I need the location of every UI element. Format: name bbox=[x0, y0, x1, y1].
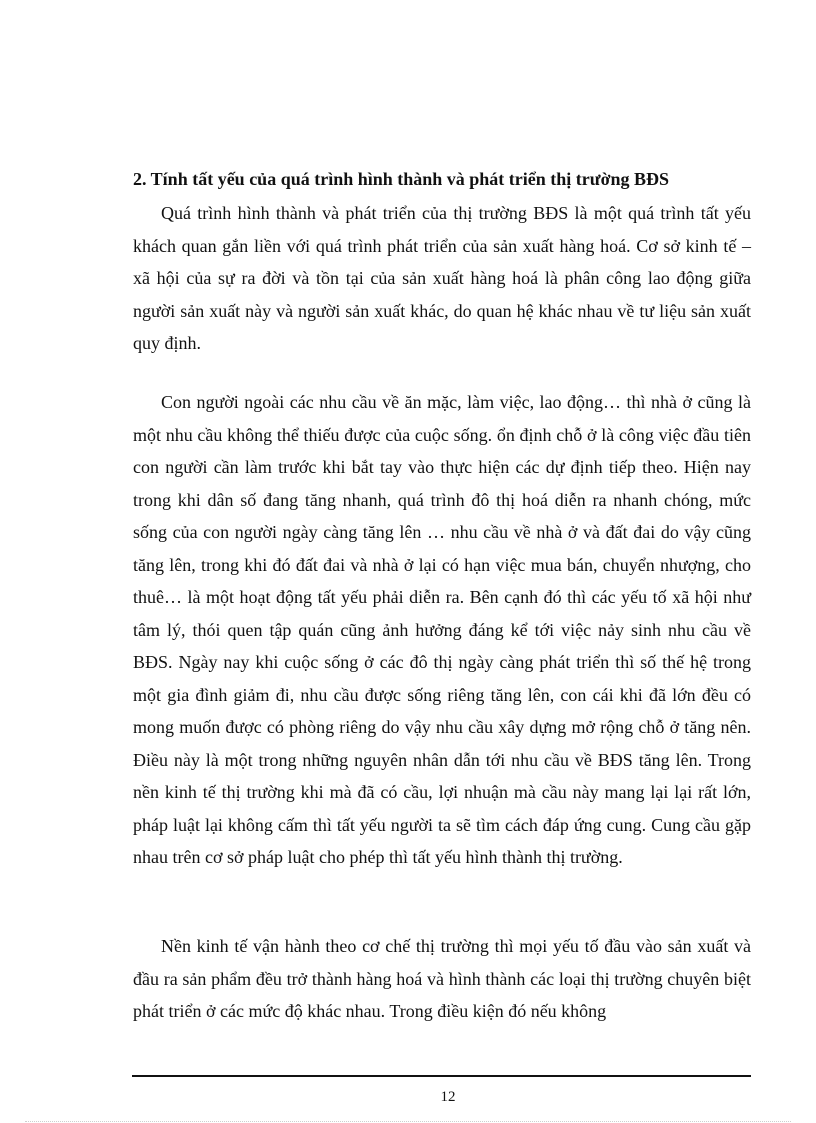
paragraph-1: Quá trình hình thành và phát triển của thị trường BĐS là một quá trình tất yếu khách quan gắn liền với quá trình phát triển của sản xuất hàng hoá. Cơ sở kinh tế – xã hội của sự ra đời và tồn tại của sản xuất hàng hoá là phân công lao động giữa người sản xuất này và người sản xuất khác, do quan hệ khác nhau về tư liệu sản xuất quy định. bbox=[133, 203, 751, 353]
section-heading: 2. Tính tất yếu của quá trình hình thành và phát triển thị trường BĐS bbox=[133, 169, 670, 189]
page-number: 12 bbox=[440, 1089, 456, 1105]
paragraph-3: Nền kinh tế vận hành theo cơ chế thị trường thì mọi yếu tố đầu vào sản xuất và đầu ra sản phẩm đều trở thành hàng hoá và hình thành các loại thị trường chuyên biệt phát triển ở các mức độ khác nhau. Trong điều kiện đó nếu không bbox=[133, 936, 751, 1021]
footer-rule bbox=[132, 1075, 751, 1077]
paragraph-2: Con người ngoài các nhu cầu về ăn mặc, làm việc, lao động… thì nhà ở cũng là một nhu cầu không thể thiếu được của cuộc sống. ổn định chỗ ở là công việc đầu tiên con người cần làm trước khi bắt tay vào thực hiện các dự định tiếp theo. Hiện nay trong khi dân số đang tăng nhanh, quá trình đô thị hoá diễn ra nhanh chóng, mức sống của con người ngày càng tăng lên … nhu cầu về nhà ở và đất đai do vậy cũng tăng lên, trong khi đó đất đai và nhà ở lại có hạn việc mua bán, chuyển nhượng, cho thuê… là một hoạt động tất yếu phải diễn ra. Bên cạnh đó thì các yếu tố xã hội như tâm lý, thói quen tập quán cũng ảnh hưởng đáng kể tới việc nảy sinh nhu cầu về BĐS. Ngày nay khi cuộc sống ở các đô thị ngày càng phát triển thì số thế hệ trong một gia đình giảm đi, nhu cầu được sống riêng tăng lên, con cái khi đã lớn đều có mong muốn được có phòng riêng do vậy nhu cầu xây dựng mở rộng chỗ ở tăng nên. Điều này là một trong những nguyên nhân dẫn tới nhu cầu về BĐS tăng lên. Trong nền kinh tế thị trường khi mà đã có cầu, lợi nhuận mà cầu này mang lại lại rất lớn, pháp luật lại không cấm thì tất yếu người ta sẽ tìm cách đáp ứng cung. Cung cầu gặp nhau trên cơ sở pháp luật cho phép thì tất yếu hình thành thị trường. bbox=[133, 392, 751, 867]
page-bottom-edge bbox=[25, 1121, 791, 1122]
